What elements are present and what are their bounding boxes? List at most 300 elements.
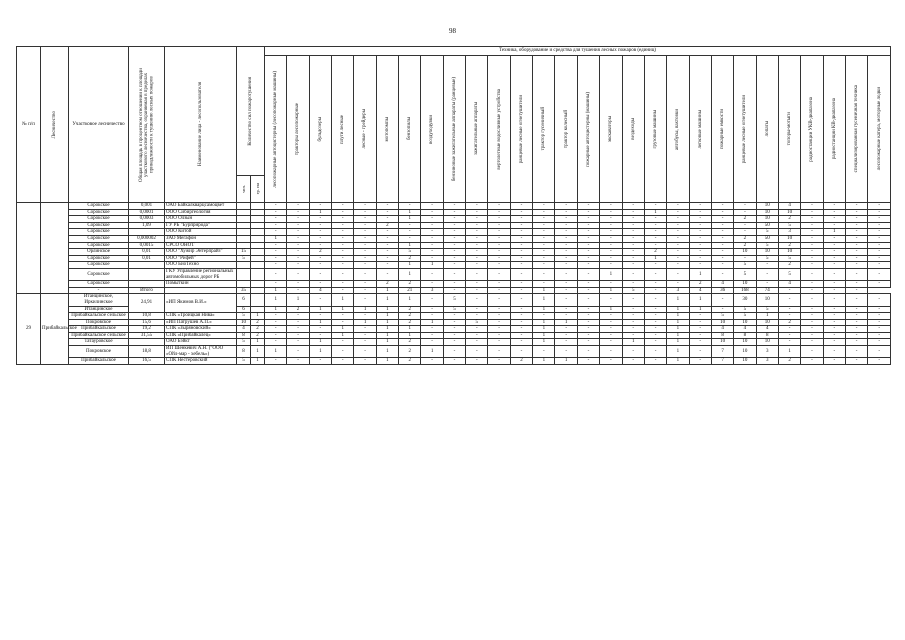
cell-eq-1: - bbox=[287, 222, 309, 229]
cell-eq-26: - bbox=[845, 235, 867, 242]
cell-eq-22: 5 bbox=[756, 229, 778, 236]
cell-eq-24: - bbox=[801, 235, 823, 242]
cell-eq-18: 1 bbox=[667, 358, 689, 365]
cell-eq-21: 2 bbox=[734, 216, 756, 223]
cell-eq-3: - bbox=[332, 216, 354, 223]
cell-people: 8 bbox=[237, 332, 251, 339]
table-row bbox=[17, 255, 891, 262]
cell-people bbox=[237, 242, 251, 249]
cell-eq-9: - bbox=[466, 255, 488, 262]
cell-eq-13: - bbox=[555, 235, 577, 242]
total-eq-1: - bbox=[287, 287, 309, 294]
cell-eq-0: - bbox=[265, 332, 287, 339]
cell-eq-21: 5 bbox=[734, 313, 756, 320]
cell-eq-26: - bbox=[845, 346, 867, 358]
cell-eq-21: - bbox=[734, 222, 756, 229]
total-eq-7: 3 bbox=[421, 287, 443, 294]
table-row bbox=[17, 242, 891, 249]
cell-eq-26: - bbox=[845, 332, 867, 339]
cell-eq-6: 1 bbox=[399, 294, 421, 306]
cell-eq-1: - bbox=[287, 235, 309, 242]
cell-eq-9: - bbox=[466, 326, 488, 333]
cell-eq-18: 1 bbox=[667, 332, 689, 339]
cell-eq-22: 10 bbox=[756, 203, 778, 210]
cell-eq-9: - bbox=[466, 346, 488, 358]
cell-eq-18: - bbox=[667, 209, 689, 216]
cell-eq-4: - bbox=[354, 346, 376, 358]
cell-eq-4: - bbox=[354, 222, 376, 229]
cell-eq-14: - bbox=[577, 346, 599, 358]
cell-eq-3: - bbox=[332, 281, 354, 288]
table-row bbox=[17, 262, 891, 269]
header-eq-14: пожарные автоцистерны (машины) bbox=[577, 56, 599, 203]
cell-eq-23: 10 bbox=[778, 235, 800, 242]
cell-eq-12: - bbox=[533, 255, 555, 262]
cell-eq-9: - bbox=[466, 306, 488, 313]
cell-eq-5: 1 bbox=[376, 358, 398, 365]
cell-area: 0,01 bbox=[129, 249, 165, 256]
cell-eq-24: - bbox=[801, 229, 823, 236]
cell-eq-1: - bbox=[287, 255, 309, 262]
cell-eq-11: - bbox=[510, 326, 532, 333]
cell-eq-26: - bbox=[845, 313, 867, 320]
cell-eq-10: - bbox=[488, 313, 510, 320]
cell-eq-27: - bbox=[868, 235, 891, 242]
cell-eq-27: - bbox=[868, 306, 891, 313]
cell-eq-12: - bbox=[533, 216, 555, 223]
cell-eq-9: - bbox=[466, 332, 488, 339]
cell-eq-1: 2 bbox=[287, 306, 309, 313]
cell-eq-3: - bbox=[332, 358, 354, 365]
cell-person: ГКУ Управление региональных автомобильных дорог РБ bbox=[165, 268, 237, 280]
cell-district: Сорокское bbox=[69, 203, 129, 210]
cell-eq-17: 1 bbox=[644, 209, 666, 216]
cell-eq-17: - bbox=[644, 216, 666, 223]
cell-eq-17: - bbox=[644, 306, 666, 313]
table-row bbox=[17, 332, 891, 339]
total-eq-3: - bbox=[332, 287, 354, 294]
cell-eq-14: - bbox=[577, 216, 599, 223]
cell-eq-17: - bbox=[644, 294, 666, 306]
cell-eq-19: - bbox=[689, 358, 711, 365]
cell-eq-8: - bbox=[443, 313, 465, 320]
cell-eq-19: - bbox=[689, 242, 711, 249]
cell-eq-6: 2 bbox=[399, 339, 421, 346]
cell-area: 16,5 bbox=[129, 358, 165, 365]
cell-eq-6: 2 bbox=[399, 306, 421, 313]
cell-eq-2: - bbox=[309, 235, 331, 242]
cell-eq-16: - bbox=[622, 346, 644, 358]
cell-eq-25: - bbox=[823, 262, 845, 269]
cell-eq-22: 10 bbox=[756, 339, 778, 346]
cell-eq-13: - bbox=[555, 313, 577, 320]
cell-eq-24: - bbox=[801, 242, 823, 249]
cell-groups bbox=[251, 235, 265, 242]
header-eq-25: радиостанции КВ-диапазона bbox=[823, 56, 845, 203]
cell-eq-3: - bbox=[332, 319, 354, 326]
group-forestry bbox=[41, 203, 69, 294]
cell-eq-3: - bbox=[332, 235, 354, 242]
cell-person: СПК Нестеровский bbox=[165, 358, 237, 365]
cell-eq-12: - bbox=[533, 249, 555, 256]
cell-area: 1,09 bbox=[129, 222, 165, 229]
cell-person: ООО Олзын bbox=[165, 216, 237, 223]
cell-eq-12: - bbox=[533, 222, 555, 229]
total-eq-18: 3 bbox=[667, 287, 689, 294]
cell-eq-20: 5 bbox=[711, 313, 733, 320]
cell-eq-3: - bbox=[332, 313, 354, 320]
cell-eq-6: 1 bbox=[399, 268, 421, 280]
cell-eq-22: 10 bbox=[756, 249, 778, 256]
total-eq-24: - bbox=[801, 287, 823, 294]
cell-eq-16: - bbox=[622, 242, 644, 249]
cell-eq-0: 1 bbox=[265, 306, 287, 313]
cell-eq-16: - bbox=[622, 268, 644, 280]
cell-eq-7: - bbox=[421, 203, 443, 210]
cell-eq-23: 10 bbox=[778, 209, 800, 216]
cell-eq-13: - bbox=[555, 262, 577, 269]
cell-district: Покровское bbox=[69, 346, 129, 358]
header-forestry: Лесничество bbox=[41, 47, 69, 203]
cell-eq-13: - bbox=[555, 294, 577, 306]
cell-eq-17: - bbox=[644, 203, 666, 210]
cell-eq-26: - bbox=[845, 229, 867, 236]
cell-eq-18: - bbox=[667, 268, 689, 280]
cell-eq-13: - bbox=[555, 326, 577, 333]
cell-eq-6: 2 bbox=[399, 255, 421, 262]
cell-eq-23: 10 bbox=[778, 249, 800, 256]
cell-eq-22: 10 bbox=[756, 209, 778, 216]
cell-eq-12: - bbox=[533, 209, 555, 216]
cell-people bbox=[237, 203, 251, 210]
cell-eq-1: 1 bbox=[287, 294, 309, 306]
cell-eq-1: - bbox=[287, 203, 309, 210]
total-eq-0: 1 bbox=[265, 287, 287, 294]
cell-eq-13: - bbox=[555, 332, 577, 339]
cell-eq-3: - bbox=[332, 249, 354, 256]
cell-eq-6: 1 bbox=[399, 209, 421, 216]
cell-person: «ИП Якимов В.И.» bbox=[165, 294, 237, 313]
cell-eq-11: 2 bbox=[510, 358, 532, 365]
table-row bbox=[17, 294, 891, 306]
cell-eq-9: 5 bbox=[466, 319, 488, 326]
cell-eq-9: - bbox=[466, 262, 488, 269]
cell-eq-22: 3 bbox=[756, 358, 778, 365]
cell-eq-13: - bbox=[555, 216, 577, 223]
cell-eq-6: 1 bbox=[399, 262, 421, 269]
cell-eq-18: - bbox=[667, 281, 689, 288]
cell-eq-1: - bbox=[287, 268, 309, 280]
cell-eq-2: 1 bbox=[309, 339, 331, 346]
cell-eq-14: - bbox=[577, 235, 599, 242]
table-row bbox=[17, 281, 891, 288]
cell-eq-8: - bbox=[443, 339, 465, 346]
cell-eq-7: - bbox=[421, 242, 443, 249]
cell-eq-14: - bbox=[577, 326, 599, 333]
cell-area: 0,0003 bbox=[129, 216, 165, 223]
cell-eq-11: - bbox=[510, 346, 532, 358]
cell-eq-22: 3 bbox=[756, 346, 778, 358]
cell-eq-13: - bbox=[555, 346, 577, 358]
cell-eq-4: - bbox=[354, 358, 376, 365]
cell-eq-12: - bbox=[533, 235, 555, 242]
cell-eq-6: 1 bbox=[399, 326, 421, 333]
header-eq-4: лесные - грейдеры bbox=[354, 56, 376, 203]
cell-eq-15: - bbox=[600, 326, 622, 333]
cell-eq-25: - bbox=[823, 346, 845, 358]
cell-eq-7: - bbox=[421, 358, 443, 365]
cell-eq-2: 1 bbox=[309, 306, 331, 313]
cell-groups bbox=[251, 216, 265, 223]
cell-eq-22: 5 bbox=[756, 255, 778, 262]
cell-eq-13: - bbox=[555, 255, 577, 262]
cell-eq-2: - bbox=[309, 281, 331, 288]
cell-eq-19: - bbox=[689, 235, 711, 242]
cell-eq-12: 1 bbox=[533, 306, 555, 313]
cell-eq-7: - bbox=[421, 281, 443, 288]
cell-eq-22: - bbox=[756, 262, 778, 269]
cell-eq-27: - bbox=[868, 319, 891, 326]
cell-eq-3: - bbox=[332, 209, 354, 216]
cell-eq-7: - bbox=[421, 222, 443, 229]
cell-eq-0: - bbox=[265, 203, 287, 210]
cell-eq-1: - bbox=[287, 229, 309, 236]
cell-eq-16: - bbox=[622, 294, 644, 306]
header-eq-18: автобусы, вахтовки bbox=[667, 56, 689, 203]
cell-eq-0: - bbox=[265, 313, 287, 320]
cell-eq-26: - bbox=[845, 242, 867, 249]
cell-eq-25: - bbox=[823, 216, 845, 223]
cell-eq-21: 4 bbox=[734, 326, 756, 333]
cell-eq-14: - bbox=[577, 268, 599, 280]
header-eq-26: специализированная гусеничная техника bbox=[845, 56, 867, 203]
cell-person: ООО "Рифей" bbox=[165, 255, 237, 262]
total-eq-14: - bbox=[577, 287, 599, 294]
cell-eq-8: 5 bbox=[443, 306, 465, 313]
cell-eq-26: - bbox=[845, 216, 867, 223]
cell-eq-13: 1 bbox=[555, 319, 577, 326]
cell-eq-9: - bbox=[466, 281, 488, 288]
cell-eq-25: - bbox=[823, 339, 845, 346]
cell-eq-17: - bbox=[644, 339, 666, 346]
cell-eq-19: - bbox=[689, 216, 711, 223]
cell-eq-2: - bbox=[309, 313, 331, 320]
cell-eq-2: - bbox=[309, 294, 331, 306]
cell-eq-24: - bbox=[801, 222, 823, 229]
cell-groups: 1 bbox=[251, 358, 265, 365]
cell-eq-25: 1 bbox=[823, 229, 845, 236]
cell-eq-14: - bbox=[577, 306, 599, 313]
cell-eq-14: - bbox=[577, 294, 599, 306]
cell-area: 18,8 bbox=[129, 346, 165, 358]
cell-eq-27: - bbox=[868, 209, 891, 216]
cell-eq-19: - bbox=[689, 249, 711, 256]
cell-eq-10: - bbox=[488, 339, 510, 346]
total-eq-9: - bbox=[466, 287, 488, 294]
cell-eq-20: - bbox=[711, 249, 733, 256]
cell-district: Сорокское bbox=[69, 209, 129, 216]
cell-eq-0: - bbox=[265, 268, 287, 280]
cell-groups bbox=[251, 242, 265, 249]
header-eq-22: лопаты bbox=[756, 56, 778, 203]
cell-eq-22: 10 bbox=[756, 319, 778, 326]
cell-eq-3: 1 bbox=[332, 294, 354, 306]
cell-eq-24: - bbox=[801, 346, 823, 358]
cell-eq-24: - bbox=[801, 249, 823, 256]
total-eq-23: - bbox=[778, 287, 800, 294]
cell-eq-10: - bbox=[488, 242, 510, 249]
cell-people: 8 bbox=[237, 346, 251, 358]
cell-eq-17: - bbox=[644, 326, 666, 333]
cell-eq-20: 4 bbox=[711, 326, 733, 333]
cell-eq-24: - bbox=[801, 281, 823, 288]
header-eq-9: зажигательные аппараты bbox=[466, 56, 488, 203]
cell-eq-15: - bbox=[600, 281, 622, 288]
cell-eq-12: 1 bbox=[533, 332, 555, 339]
table-row bbox=[17, 229, 891, 236]
cell-eq-27: - bbox=[868, 358, 891, 365]
header-forces-people: чел. bbox=[237, 176, 251, 203]
cell-eq-17: - bbox=[644, 229, 666, 236]
total-eq-8: - bbox=[443, 287, 465, 294]
cell-eq-25: - bbox=[823, 326, 845, 333]
cell-eq-17: - bbox=[644, 319, 666, 326]
cell-groups bbox=[251, 249, 265, 256]
cell-eq-23: 2 bbox=[778, 358, 800, 365]
cell-eq-3: 1 bbox=[332, 326, 354, 333]
cell-eq-26: - bbox=[845, 294, 867, 306]
total-eq-21: 168 bbox=[734, 287, 756, 294]
cell-eq-15: - bbox=[600, 262, 622, 269]
cell-eq-0: - bbox=[265, 229, 287, 236]
cell-eq-12: - bbox=[533, 229, 555, 236]
cell-eq-18: - bbox=[667, 235, 689, 242]
cell-eq-10: - bbox=[488, 326, 510, 333]
cell-eq-24: - bbox=[801, 326, 823, 333]
cell-eq-10: - bbox=[488, 249, 510, 256]
cell-eq-11: - bbox=[510, 268, 532, 280]
cell-eq-16: - bbox=[622, 216, 644, 223]
cell-eq-19: - bbox=[689, 346, 711, 358]
cell-eq-14: - bbox=[577, 313, 599, 320]
cell-eq-11: - bbox=[510, 281, 532, 288]
cell-eq-8: - bbox=[443, 332, 465, 339]
cell-eq-21: 2 bbox=[734, 242, 756, 249]
header-eq-0: лесопожарные автоцистерны (лесопожарные машины) bbox=[265, 56, 287, 203]
cell-eq-26: - bbox=[845, 262, 867, 269]
cell-person: ИП Шенкевич А.Н. ("ООО «Ойл-мар - хебель») bbox=[165, 346, 237, 358]
cell-eq-20: - bbox=[711, 216, 733, 223]
header-num: № п/п bbox=[17, 47, 41, 203]
cell-eq-1: - bbox=[287, 242, 309, 249]
cell-eq-10: - bbox=[488, 209, 510, 216]
cell-groups bbox=[251, 281, 265, 288]
cell-eq-16: - bbox=[622, 209, 644, 216]
cell-eq-3: - bbox=[332, 262, 354, 269]
cell-eq-25: - bbox=[823, 313, 845, 320]
cell-eq-5: - bbox=[376, 255, 398, 262]
cell-eq-1: - bbox=[287, 346, 309, 358]
header-eq-12: трактор гусеничный bbox=[533, 56, 555, 203]
cell-district: Прибайкальское сельское bbox=[69, 313, 129, 320]
cell-eq-2: - bbox=[309, 242, 331, 249]
cell-district: Сорокское bbox=[69, 235, 129, 242]
cell-eq-0: - bbox=[265, 242, 287, 249]
cell-eq-4: - bbox=[354, 235, 376, 242]
cell-eq-12: 1 bbox=[533, 319, 555, 326]
cell-eq-14: - bbox=[577, 242, 599, 249]
cell-eq-17: - bbox=[644, 313, 666, 320]
cell-eq-14: - bbox=[577, 281, 599, 288]
cell-eq-15: - bbox=[600, 249, 622, 256]
cell-groups: 1 bbox=[251, 339, 265, 346]
cell-area: 19,2 bbox=[129, 326, 165, 333]
cell-eq-21: 10 bbox=[734, 249, 756, 256]
cell-district: Сорокское bbox=[69, 281, 129, 288]
cell-eq-6: 2 bbox=[399, 313, 421, 320]
cell-eq-0: - bbox=[265, 358, 287, 365]
cell-eq-9: - bbox=[466, 216, 488, 223]
cell-eq-2: 2 bbox=[309, 249, 331, 256]
total-eq-19: 4 bbox=[689, 287, 711, 294]
header-forces-groups: гр. пн bbox=[251, 176, 265, 203]
cell-district: Итанцинское bbox=[69, 306, 129, 313]
cell-eq-10: - bbox=[488, 255, 510, 262]
cell-person: Помыткин bbox=[165, 281, 237, 288]
cell-eq-8: - bbox=[443, 262, 465, 269]
cell-eq-21: 2 bbox=[734, 235, 756, 242]
cell-eq-1: - bbox=[287, 326, 309, 333]
cell-eq-10: - bbox=[488, 229, 510, 236]
cell-eq-19: - bbox=[689, 326, 711, 333]
cell-eq-20: 10 bbox=[711, 339, 733, 346]
cell-eq-20: - bbox=[711, 262, 733, 269]
cell-eq-8: - bbox=[443, 326, 465, 333]
cell-eq-21: 10 bbox=[734, 339, 756, 346]
cell-eq-4: - bbox=[354, 249, 376, 256]
cell-eq-15: - bbox=[600, 209, 622, 216]
cell-eq-23: 2 bbox=[778, 319, 800, 326]
cell-eq-17: - bbox=[644, 358, 666, 365]
cell-eq-15: - bbox=[600, 242, 622, 249]
cell-eq-19: 1 bbox=[689, 268, 711, 280]
cell-eq-11: - bbox=[510, 319, 532, 326]
cell-eq-9: - bbox=[466, 235, 488, 242]
cell-eq-4: - bbox=[354, 326, 376, 333]
cell-district: Итанцинское, Иркилинское bbox=[69, 294, 129, 306]
table-row bbox=[17, 222, 891, 229]
cell-eq-8: - bbox=[443, 249, 465, 256]
header-forces: Количество сил пожаротушения bbox=[237, 47, 265, 176]
cell-people: 5 bbox=[237, 339, 251, 346]
cell-eq-20: - bbox=[711, 222, 733, 229]
cell-person: СПК «Прибайкалец» bbox=[165, 332, 237, 339]
cell-person: ОАО Бэйкт bbox=[165, 339, 237, 346]
cell-eq-13: 1 bbox=[555, 358, 577, 365]
cell-eq-6: - bbox=[399, 229, 421, 236]
cell-eq-4: - bbox=[354, 262, 376, 269]
cell-eq-0: - bbox=[265, 216, 287, 223]
cell-eq-18: - bbox=[667, 255, 689, 262]
header-eq-19: легковые машины bbox=[689, 56, 711, 203]
cell-eq-19: - bbox=[689, 222, 711, 229]
cell-eq-5: - bbox=[376, 268, 398, 280]
cell-eq-4: 1 bbox=[354, 319, 376, 326]
cell-area: 10,8 bbox=[129, 313, 165, 320]
cell-eq-27: - bbox=[868, 294, 891, 306]
cell-eq-0: - bbox=[265, 339, 287, 346]
cell-eq-27: - bbox=[868, 242, 891, 249]
